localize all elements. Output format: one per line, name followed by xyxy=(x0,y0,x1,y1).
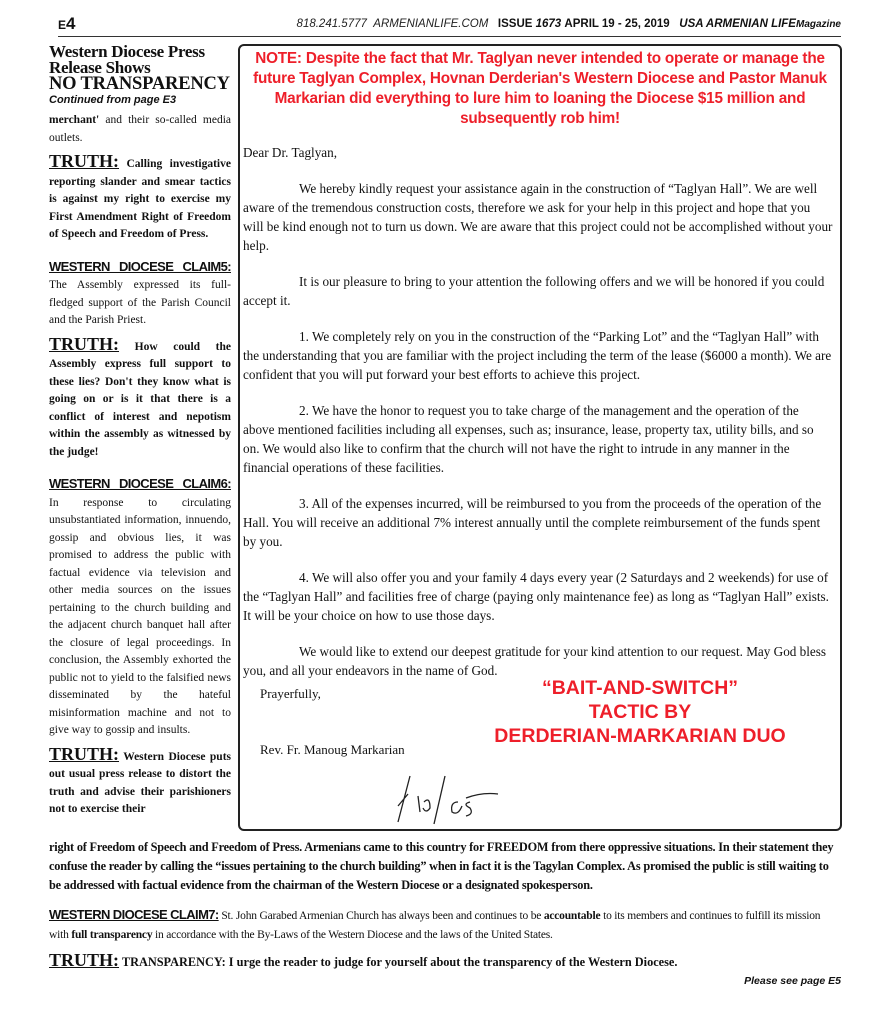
truth-paragraph-4 xyxy=(49,950,842,971)
publication-suffix: Magazine xyxy=(795,19,841,30)
letter-paragraph-1: We hereby kindly request your assistance again in the construction of “Taglyan Hall”. We are well aware of the tremendous construction costs, therefore we ask for your help in this project and hope that you will be kind enough not to turn us down. We are aware that this project could not be accomplished without your help. xyxy=(243,181,833,253)
callout-line-2: TACTIC BY xyxy=(588,701,692,723)
intro-bold: merchant' xyxy=(49,114,100,126)
claim-7-bold-transparency: full transparency xyxy=(71,929,153,941)
truth-paragraph-1 xyxy=(49,153,231,244)
claim-7-text-c: to its members and continues to fulfill its mission with xyxy=(49,910,821,941)
offer-item-2: 2. We have the honor to request you to take charge of the management and the operation of the above mentioned facilities including all expenses, such as; insurance, lease, property tax, utility bills, and so on. We would also like to confirm that the church will not have the right to intrude in any manner in the financial operations of these facilities. xyxy=(243,403,814,475)
page-prefix: E xyxy=(58,18,67,32)
publication-name: USA ARMENIAN LIFE xyxy=(679,18,796,30)
truth-2-text: How could the Assembly express full support to these lies? Don't they know what is going on or is it that there is a conflict of interest and nepotism within the assembly as witnessed by the judge! xyxy=(49,340,231,458)
intro-paragraph xyxy=(49,112,231,147)
headline-line-3: NO TRANSPARENCY xyxy=(49,74,230,94)
truth-label: TRUTH: xyxy=(49,950,120,970)
issue-label: ISSUE xyxy=(497,18,533,30)
truth-1-text: Calling investigative reporting slander and smear tactics is against my right to exercise my First Amendment Right of Freedom of Speech and Freedom of Press. xyxy=(49,158,231,240)
page-header xyxy=(58,14,841,37)
truth-paragraph-2 xyxy=(49,333,231,462)
letter-box xyxy=(238,44,842,831)
intro-rest: and their so-called media outlets. xyxy=(49,114,231,144)
continued-note: Continued from page E3 xyxy=(49,94,177,106)
truth-label: TRUTH: xyxy=(49,743,120,764)
claim-5-paragraph xyxy=(49,258,231,330)
continuation-paragraph: right of Freedom of Speech and Freedom of Press. Armenians came to this country for FREEDOM from there oppressive situations. In their statement they confuse the reader by calling the “issues pertaining to the church building” when in fact it is the Tagylan Complex. As promised the public is still waiting to be addressed with factual evidence from the chairman of the Western Diocese or a designated spokesperson. xyxy=(49,840,834,892)
offer-item-4: 4. We will also offer you and your family 4 days every year (2 Saturdays and 2 weekends) for use of the “Taglyan Hall” and facilities free of charge (paying only maintenance fee) as long as “Taglyan Hall” exists. It will be your choice on how to use those days. xyxy=(243,570,829,623)
callout-line-1: “BAIT-AND-SWITCH” xyxy=(541,677,739,699)
letter-body xyxy=(243,143,833,680)
claim-5-heading: WESTERN DIOCESE CLAIM5: xyxy=(49,258,231,274)
header-info xyxy=(297,18,841,30)
claim-6-text: In response to circulating unsubstantiated information, innuendo, gossip and obvious lies, it was promised to address the public with factual evidence via television and other media sources on the issues pertaining to the church building and the adjacent church banquet hall after the closure of legal proceedings. In conclusion, the Assembly exhorted the public not to yield to the falsified news disseminated by the hateful misinformation machine and not to give way to gossip and insults. xyxy=(49,496,231,736)
truth-label: TRUTH: xyxy=(49,333,120,354)
website-link[interactable]: ARMENIANLIFE.COM xyxy=(373,18,489,30)
claim-7-text-e: in accordance with the By-Laws of the Western Diocese and the laws of the United States. xyxy=(152,929,553,941)
phone: 818.241.5777 xyxy=(296,18,367,30)
salutation: Dear Dr. Taglyan, xyxy=(243,145,338,160)
letter-paragraph-3: We would like to extend our deepest gratitude for your kind attention to our request. May God bless you, and all your endeavors in the name of God. xyxy=(243,644,827,678)
page-number xyxy=(58,14,75,34)
claim-7-bold-accountable: accountable xyxy=(543,910,601,922)
truth-label: TRUTH: xyxy=(49,151,120,171)
page-number-value: 4 xyxy=(66,14,76,33)
signer-name: Rev. Fr. Manoug Markarian xyxy=(260,742,405,757)
closing: Prayerfully, xyxy=(260,686,321,701)
headline-line-1: Western Diocese Press xyxy=(49,42,205,61)
claim-6-paragraph xyxy=(49,475,231,740)
claim-7-paragraph xyxy=(49,905,842,945)
truth-4-text: TRANSPARENCY: I urge the reader to judge for yourself about the transparency of the Western Diocese. xyxy=(119,955,678,969)
truth-3-text: Western Diocese puts out usual press release to distort the truth and advise their parishioners not to exercise their xyxy=(49,750,231,815)
claim-6-heading: WESTERN DIOCESE CLAIM6: xyxy=(49,476,231,491)
left-column xyxy=(49,44,231,819)
bait-and-switch-callout xyxy=(490,676,790,748)
handwritten-date-signature xyxy=(390,766,510,826)
offer-item-3: 3. All of the expenses incurred, will be reimbursed to you from the proceeds of the operation of the Hall. You will receive an additional 7% interest annually until the complete reimbursement of the funds spent by you. xyxy=(243,496,822,549)
claim-7-heading: WESTERN DIOCESE CLAIM7: xyxy=(49,907,219,922)
claim-7-text-a: St. John Garabed Armenian Church has always been and continues to be xyxy=(218,910,544,922)
callout-line-3: DERDERIAN-MARKARIAN DUO xyxy=(494,725,786,747)
offer-item-1: 1. We completely rely on you in the construction of the “Parking Lot” and the “Taglyan Hall” with the understanding that you are familiar with the project including the term of the lease ($6000 a month). We are confident that you will put forward your best efforts to achieve this project. xyxy=(243,329,832,382)
issue-date: APRIL 19 - 25, 2019 xyxy=(564,18,670,30)
headline-line-2: Release Shows xyxy=(49,58,151,77)
truth-paragraph-3 xyxy=(49,743,231,819)
issue-number: 1673 xyxy=(535,18,562,30)
letter-paragraph-2: It is our pleasure to bring to your attention the following offers and we will be honored if you could accept it. xyxy=(243,274,825,308)
red-note: NOTE: Despite the fact that Mr. Taglyan never intended to operate or manage the future Taglyan Complex, Hovnan Derderian's Western Diocese and Pastor Manuk Markarian did everything to lure him to loaning the Diocese $15 million and subsequently rob him! xyxy=(253,50,827,127)
see-page-link[interactable]: Please see page E5 xyxy=(744,975,841,987)
claim-5-text: The Assembly expressed its full-fledged support of the Parish Council and the Parish Priest. xyxy=(49,279,231,326)
